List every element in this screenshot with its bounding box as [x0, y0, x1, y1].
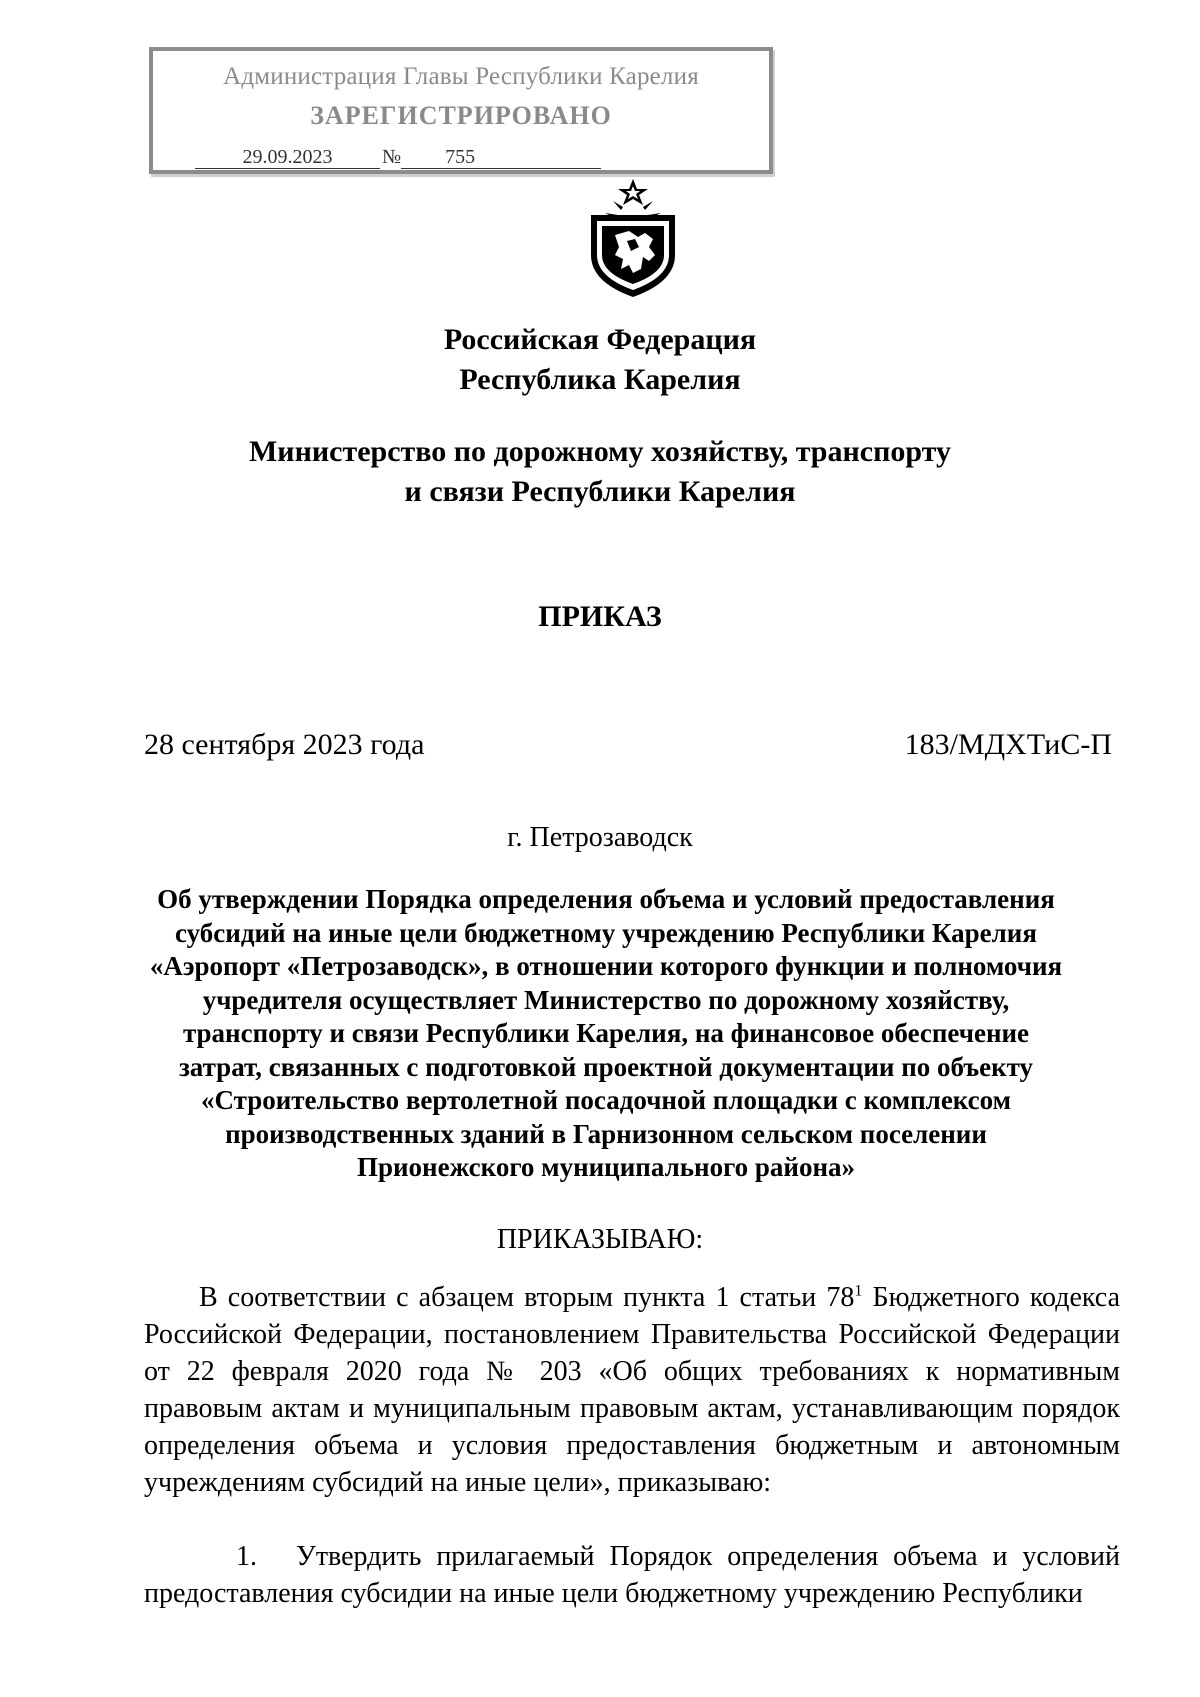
order-word: ПРИКАЗЫВАЮ:	[496, 1224, 704, 1255]
order-number: 183/МДХТиС-П	[904, 728, 1112, 761]
item-1	[144, 1538, 1120, 1612]
stamp-date: 29.09.2023	[195, 146, 380, 169]
stamp-authority: Администрация Главы Республики Карелия	[223, 63, 699, 90]
republic-name: Республика Карелия	[459, 363, 741, 396]
preamble-superscript: 1	[854, 1282, 863, 1300]
item-1-text: Утвердить прилагаемый Порядок определения объема и условий предоставления субсидии на иные цели бюджетному учреждению Республики	[144, 1541, 1120, 1609]
karelia-coat-of-arms-icon	[583, 177, 683, 299]
header-block	[0, 320, 1200, 400]
stamp-status: ЗАРЕГИСТРИРОВАНО	[310, 101, 612, 130]
stamp-number: 755	[401, 146, 601, 169]
order-subject: Об утверждении Порядка определения объема и условий предоставления субсидий на иные цели бюджетному учреждению Республики Карелия «Аэропорт «Петрозаводск», в отношении которого функции и полномочия учредителя осуществляет Министерство по дорожному хозяйству, транспорту и связи Республики Карелия, на финансовое обеспечение затрат, связанных с подготовкой проектной документации по объекту «Строительство вертолетной посадочной площадки с комплексом производственных зданий в Гарнизонном сельском поселении Прионежского муниципального района»	[149, 884, 1063, 1182]
city: г. Петрозаводск	[507, 822, 693, 853]
ministry-line-2: и связи Республики Карелия	[404, 475, 796, 508]
item-1-number: 1.	[236, 1541, 257, 1572]
preamble-text-1: В соответствии с абзацем вторым пункта 1 статьи 78	[199, 1282, 855, 1313]
order-date: 28 сентября 2023 года	[144, 728, 425, 761]
ministry-name	[0, 432, 1200, 512]
stamp-number-label: №	[382, 146, 402, 168]
registration-stamp	[149, 47, 773, 174]
preamble-paragraph	[144, 1279, 1120, 1501]
country-name: Российская Федерация	[443, 323, 757, 356]
document-type: ПРИКАЗ	[538, 600, 662, 633]
ministry-line-1: Министерство по дорожному хозяйству, транспорту	[248, 435, 952, 468]
stamp-registration-row	[195, 146, 601, 169]
preamble-text-2: Бюджетного кодекса Российской Федерации, постановлением Правительства Российской Федерации от 22 февраля 2020 года № 203 «Об общих требованиях к нормативным правовым актам и муниципальным правовым актам, устанавливающим порядок определения объема и условия предоставления бюджетным и автономным учреждениям субсидий на иные цели», приказываю:	[144, 1282, 1120, 1498]
